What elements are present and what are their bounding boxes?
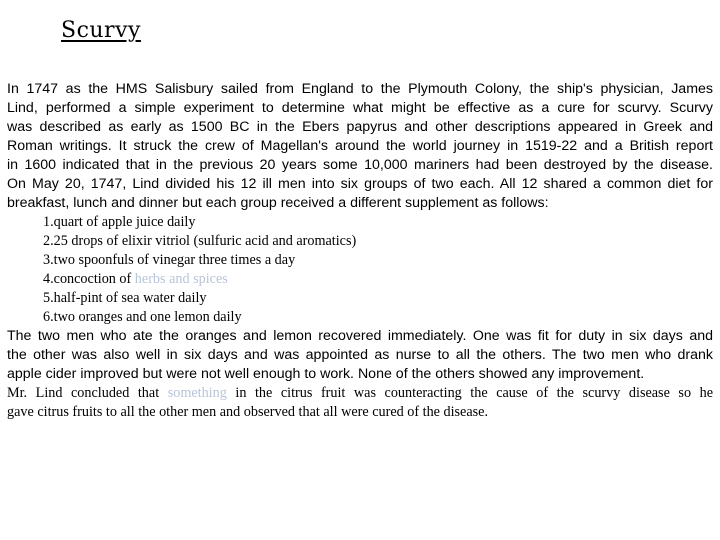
intro-paragraph <box>7 80 713 213</box>
list-item: 1.quart of apple juice daily <box>43 214 196 230</box>
text-segment: Mr. Lind concluded that <box>7 385 168 401</box>
page-title: Scurvy <box>61 18 141 43</box>
list-item-text: 4.concoction of <box>43 271 135 287</box>
conclusion-paragraph <box>7 384 713 422</box>
faded-text: something <box>167 385 227 401</box>
text-line: gave citrus fruits to all the other men and observed that all were cured of the disease. <box>7 404 489 420</box>
list-item: 6.two oranges and one lemon daily <box>43 309 242 325</box>
text-line: Roman writings. It struck the crew of Magellan's around the world journey in 1519-22 and a British report <box>7 138 713 154</box>
text-line: On May 20, 1747, Lind divided his 12 ill men into six groups of two each. All 12 shared a common diet for <box>7 176 713 192</box>
text-segment: in the citrus fruit was counteracting the cause of the scurvy disease so he <box>226 385 713 401</box>
text-line: breakfast, lunch and dinner but each group received a different supplement as follows: <box>7 195 549 211</box>
faded-text: herbs and spices <box>134 271 228 287</box>
text-line: The two men who ate the oranges and lemon recovered immediately. One was fit for duty in six days and <box>7 328 713 344</box>
document-body <box>7 80 713 422</box>
list-item: 5.half-pint of sea water daily <box>43 290 207 306</box>
text-line: apple cider improved but were not well enough to work. None of the others showed any improvement. <box>7 366 645 382</box>
text-line: In 1747 as the HMS Salisbury sailed from England to the Plymouth Colony, the ship's physician, James <box>7 81 713 97</box>
text-line: Lind, performed a simple experiment to determine what might be effective as a cure for scurvy. Scurvy <box>7 100 713 116</box>
text-line: the other was also well in six days and was appointed as nurse to all the others. The two men who drank <box>7 347 713 363</box>
list-item: 2.25 drops of elixir vitriol (sulfuric acid and aromatics) <box>43 233 357 249</box>
supplement-list <box>7 213 713 327</box>
results-paragraph <box>7 327 713 384</box>
list-item: 3.two spoonfuls of vinegar three times a day <box>43 252 296 268</box>
text-line: was described as early as 1500 BC in the Ebers papyrus and other descriptions appeared in Greek and <box>7 119 713 135</box>
text-line <box>7 384 713 403</box>
list-item <box>7 270 713 289</box>
text-line: in 1600 indicated that in the previous 20 years some 10,000 mariners had been destroyed by the disease. <box>7 157 713 173</box>
